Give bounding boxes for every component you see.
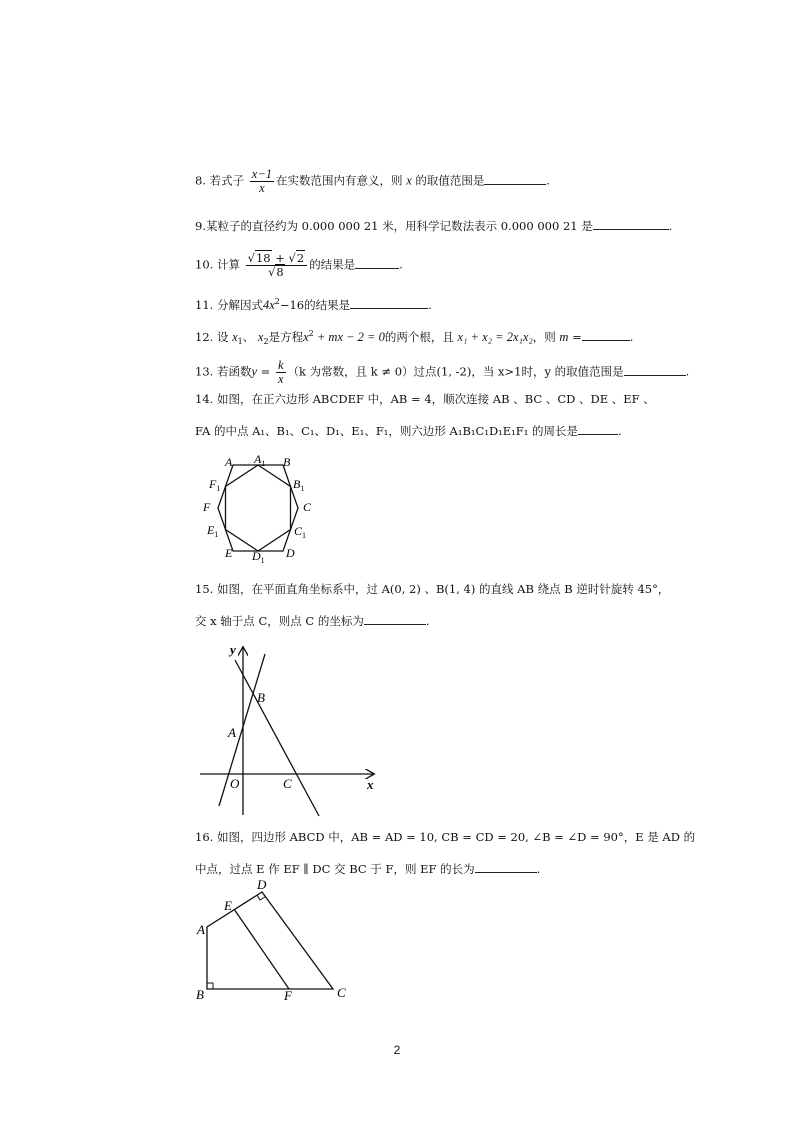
q10-radicand-b: 2 [296,251,305,265]
q13-prefix: 若函数 [216,364,252,379]
q11-exp: 2 [274,297,280,306]
question-8 [195,168,550,195]
q13-y: y [251,364,258,379]
q8-var: x [406,173,412,188]
question-16-line-2 [195,861,540,876]
question-14-line-2 [195,423,622,438]
label-D: D [286,546,295,560]
q12-m: m [559,330,569,344]
q12-sep: 、 [242,330,255,344]
q13-fraction-denominator: x [277,372,284,386]
question-11 [195,295,432,312]
label-O: O [230,776,240,791]
label-A: A [225,455,233,469]
q10-text: 的结果是 [309,257,356,272]
label-C: C [283,776,292,791]
label-F1: $F_1$ [209,477,221,493]
q8-fraction [250,168,274,195]
q10-prefix: 计算 [216,257,240,272]
q10-end: . [399,257,403,272]
page-number: 2 [393,1043,401,1057]
q13-fraction-numerator: k [277,358,284,372]
label-B: B [196,987,204,1002]
right-angle-d [257,895,265,900]
q8-text-2: 的取值范围是 [415,173,485,188]
question-15-line-1 [195,582,669,596]
q12-eq: x [303,330,309,344]
label-B: B [257,690,265,705]
question-12 [195,327,633,349]
q11-text: 的结果是 [304,298,351,312]
q12-condition: x₁ + x₂ = 2x₁x₂ [457,330,533,344]
q16-end: . [536,862,541,876]
q10-fraction-denominator: √8 [268,265,284,279]
q8-end: . [546,173,551,188]
q13-answer-blank[interactable] [624,364,686,376]
q10-radicand-a: 18 [255,251,271,265]
hexagon-figure [195,450,325,565]
label-D1: $D_1$ [252,549,265,565]
line-bc [235,660,319,816]
label-F: F [203,500,211,514]
q12-number: 12. [195,330,214,344]
q16-line1: 如图，四边形 ABCD 中，AB = AD = 10, CB = CD = 20, ∠B = ∠D = 90°，E 是 AD 的 [216,830,696,844]
q11-answer-blank[interactable] [350,297,428,309]
q13-number: 13. [195,364,214,379]
label-A1: $A_1$ [254,452,266,468]
q12-eq-exp: 2 [308,329,314,338]
quadrilateral-figure [190,876,360,1006]
label-y: y [230,642,236,657]
q11-prefix: 分解因式 [216,298,263,312]
q9-number: 9. [195,219,206,233]
q11-number: 11. [195,298,214,312]
label-C: C [303,500,312,514]
q10-fraction [246,252,308,279]
q13-equals: = [257,364,274,379]
q8-text-1: 在实数范围内有意义，则 [276,173,403,188]
q12-equals: = [568,330,582,344]
q15-line1: 如图，在平面直角坐标系中，过 A(0, 2) 、B(1, 4) 的直线 AB 绕点 B 逆时针旋转 45°， [216,582,670,596]
q14-line1: 如图，在正六边形 ABCDEF 中，AB = 4，顺次连接 AB 、BC 、CD 、DE 、EF 、 [216,392,655,406]
q13-point: (1, -2) [436,364,472,379]
q11-expr2: −16 [279,298,305,312]
line-ab [219,654,265,806]
q15-line2: 交 x 轴于点 C，则点 C 的坐标为 [195,614,364,628]
question-15-line-2 [195,613,430,628]
q12-eq2: + mx − 2 = 0 [313,330,385,344]
q16-line2: 中点，过点 E 作 EF ∥ DC 交 BC 于 F，则 EF 的长为 [195,862,475,876]
q9-text: 某粒子的直径约为 0.000 000 21 米，用科学记数法表示 0.000 000 21 是 [205,219,593,233]
label-A: A [197,922,205,937]
right-angle-b [207,983,213,989]
q8-prefix: 若式子 [209,173,245,188]
q14-answer-blank[interactable] [578,423,618,435]
q13-end: . [685,364,690,379]
label-A: A [228,725,236,740]
q8-fraction-numerator: x−1 [251,167,273,181]
label-E1: $E_1$ [207,523,219,539]
question-9 [195,218,672,233]
q13-text: ，当 x>1时，y 的取值范围是 [471,364,624,379]
q15-end: . [425,614,430,628]
label-C1: $C_1$ [294,524,307,540]
q12-mid2: 的两个根，且 [384,330,454,344]
question-16-line-1 [195,830,695,844]
q10-fraction-numerator: √18 + √2 [246,252,308,266]
q8-fraction-denominator: x [259,181,265,195]
q12-mid1: 是方程 [268,330,304,344]
q11-expr: 4x [262,298,275,312]
q12-x2-sub: 2 [263,337,269,346]
q10-plus: + [271,251,289,265]
label-B1: $B_1$ [293,477,305,493]
label-E: E [225,546,233,560]
q11-end: . [428,298,432,312]
q10-answer-blank[interactable] [355,257,399,269]
q12-mid3: ，则 [532,330,556,344]
q9-end: . [668,219,673,233]
question-14-line-1 [195,392,655,406]
q8-answer-blank[interactable] [484,173,546,185]
q16-answer-blank[interactable] [475,861,537,873]
label-F: F [284,988,292,1003]
q16-number: 16. [195,830,214,844]
q12-end: . [629,330,634,344]
q12-answer-blank[interactable] [582,329,630,341]
label-D: D [257,877,267,892]
question-10 [195,252,403,279]
label-C: C [337,985,346,1000]
q12-x2: x [257,330,264,344]
label-B: B [283,455,291,469]
coordinate-figure [195,640,385,820]
q8-number: 8. [195,173,206,188]
q15-answer-blank[interactable] [364,613,426,625]
q14-number: 14. [195,392,214,406]
q13-condition: （k 为常数，且 k ≠ 0）过点 [287,364,437,379]
q9-answer-blank[interactable] [593,218,669,230]
q10-radicand-den: 8 [276,265,284,279]
label-E: E [224,898,232,913]
q13-fraction [276,359,286,386]
q12-prefix: 设 [216,330,229,344]
q12-x1-sub: 1 [237,337,243,346]
segment-ef [234,909,289,989]
question-13 [195,359,689,386]
hexagon-midpoints [226,465,291,551]
hexagon-abcdef [218,465,298,551]
q14-end: . [618,424,622,438]
q14-line2: FA 的中点 A₁、B₁、C₁、D₁、E₁、F₁，则六边形 A₁B₁C₁D₁E₁F₁ 的周长是 [195,424,579,438]
q15-number: 15. [195,582,214,596]
q12-x1: x [232,330,238,344]
q10-number: 10. [195,257,214,272]
label-x: x [367,777,374,792]
